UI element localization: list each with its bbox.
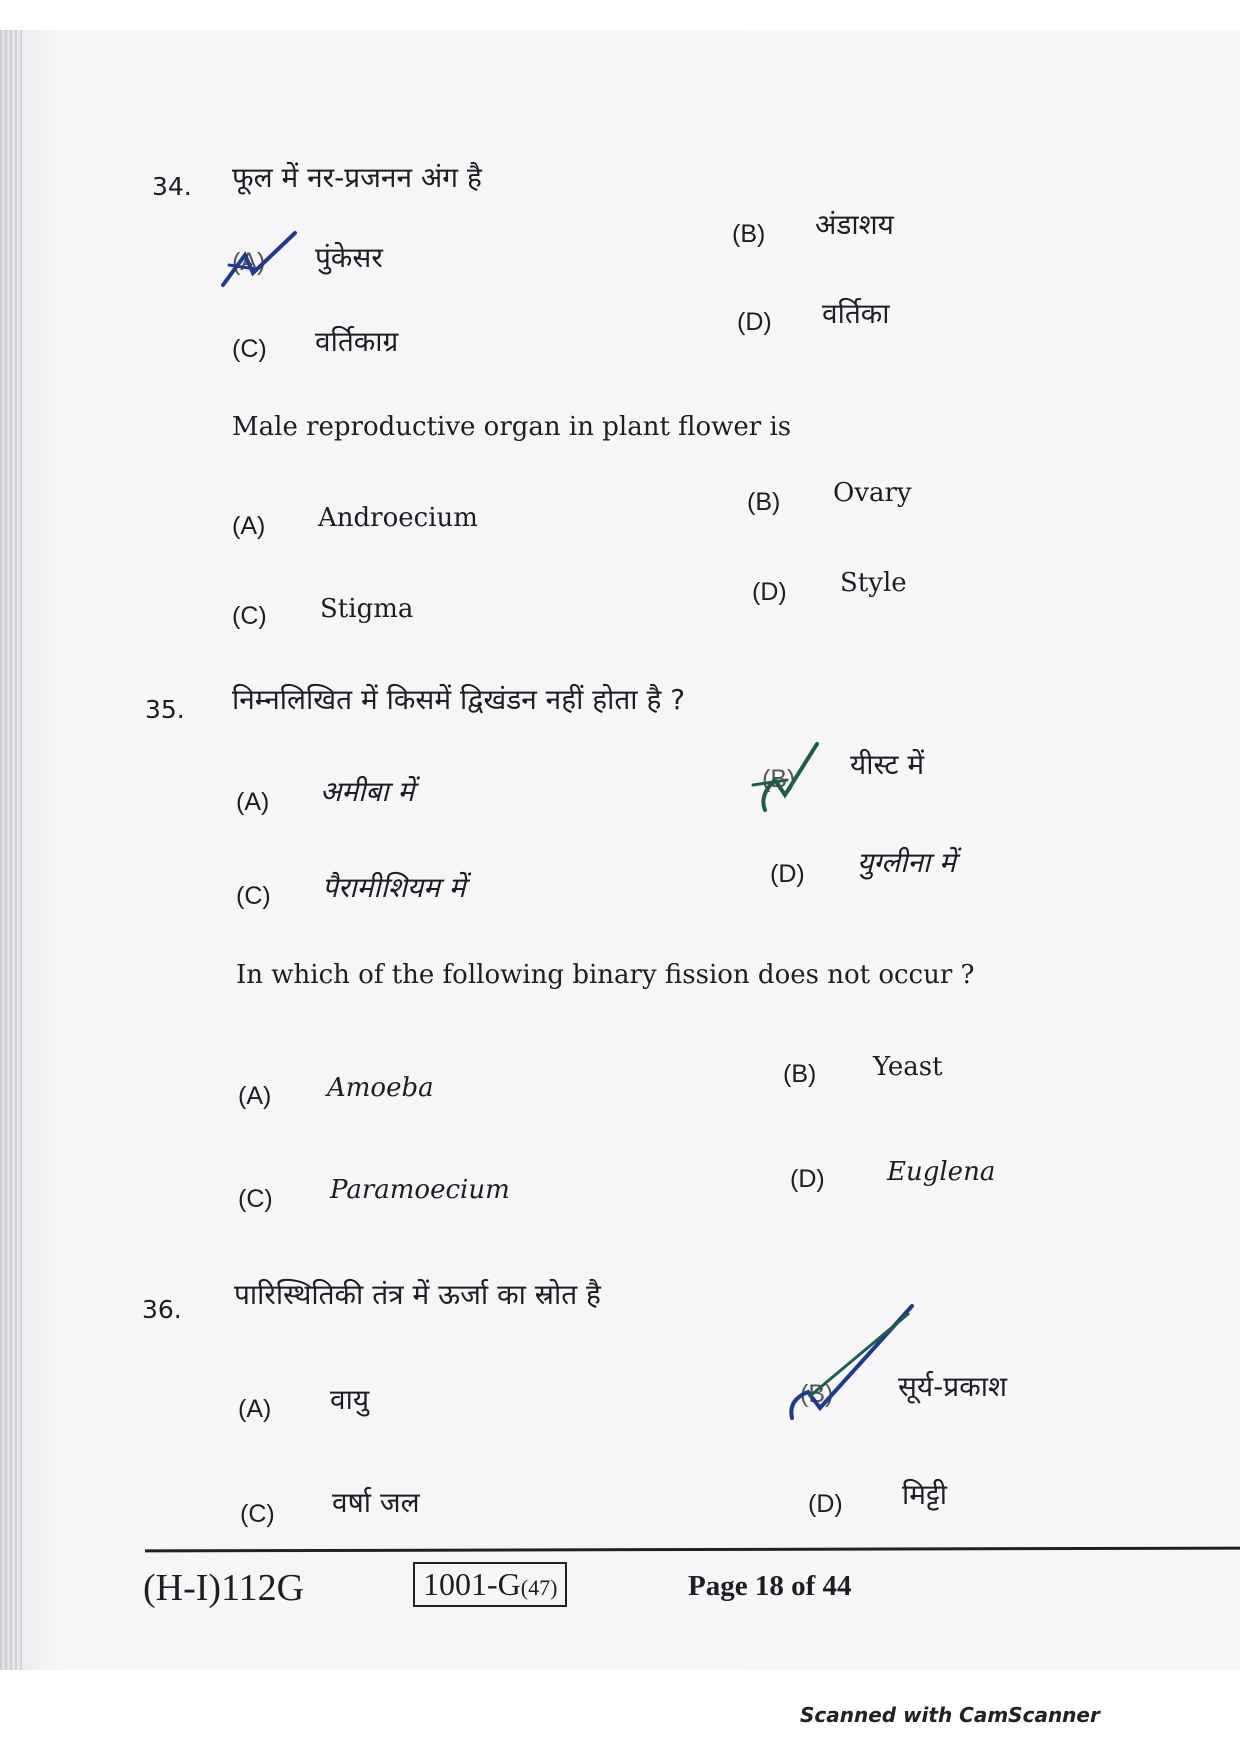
- paper-sheet: [0, 30, 1240, 1670]
- option-text: पुंकेसर: [315, 241, 383, 274]
- option-text: यीस्ट में: [850, 748, 925, 781]
- pen-tick-mark: [745, 740, 825, 815]
- option-label: (C): [232, 602, 267, 630]
- option-label: (B): [800, 1380, 834, 1408]
- option-text: सूर्य-प्रकाश: [898, 1370, 1007, 1403]
- option-text: युग्लीना में: [857, 846, 956, 879]
- option-label: (D): [808, 1490, 843, 1518]
- option-text: Euglena: [887, 1157, 996, 1187]
- question-text-hindi: पारिस्थितिकी तंत्र में ऊर्जा का स्रोत है: [234, 1278, 601, 1311]
- option-text: वर्षा जल: [332, 1486, 420, 1519]
- option-label: (D): [790, 1165, 825, 1193]
- option-label: (D): [770, 860, 805, 888]
- option-text: Paramoecium: [330, 1175, 510, 1205]
- option-label: (A): [238, 1395, 272, 1423]
- option-label: (B): [762, 765, 796, 793]
- option-label: (C): [238, 1185, 273, 1213]
- option-label: (A): [238, 1082, 272, 1110]
- option-text: वर्तिका: [822, 297, 890, 330]
- option-text: मिट्टी: [902, 1478, 947, 1511]
- scanner-watermark: Scanned with CamScanner: [800, 1703, 1100, 1727]
- option-label: (B): [732, 220, 766, 248]
- option-text: Androecium: [318, 503, 478, 533]
- option-label: (B): [783, 1060, 817, 1088]
- paper-edge: [0, 30, 22, 1670]
- question-text-english: Male reproductive organ in plant flower is: [232, 412, 792, 442]
- page-number: Page 18 of 44: [688, 1570, 852, 1602]
- question-text-english: In which of the following binary fission does not occur ?: [236, 960, 975, 990]
- option-text: वायु: [330, 1383, 370, 1416]
- question-number: 35.: [145, 695, 185, 724]
- option-text: Style: [840, 568, 907, 598]
- option-text: अमीबा में: [320, 775, 415, 808]
- booklet-code: 1001-G: [423, 1566, 521, 1602]
- pen-tick-mark: [780, 1300, 920, 1430]
- option-label: (A): [236, 788, 270, 816]
- option-text: अंडाशय: [815, 208, 894, 241]
- option-text: पैरामीशियम में: [322, 871, 466, 904]
- question-text-hindi: निम्नलिखित में किसमें द्विखंडन नहीं होता है ?: [232, 683, 686, 716]
- option-label: (C): [236, 882, 271, 910]
- booklet-code-box: [413, 1562, 567, 1607]
- option-text: वर्तिकाग्र: [315, 325, 399, 358]
- question-number: 36.: [142, 1295, 182, 1324]
- question-number: 34.: [152, 172, 192, 201]
- option-text: Ovary: [833, 478, 912, 508]
- paper-code: (H-I)112G: [143, 1567, 305, 1609]
- booklet-code-suffix: (47): [520, 1575, 558, 1600]
- option-label: (D): [737, 308, 772, 336]
- option-text: Stigma: [320, 594, 414, 624]
- option-label: (A): [232, 248, 266, 276]
- option-text: Yeast: [873, 1052, 943, 1082]
- option-label: (C): [240, 1500, 275, 1528]
- option-label: (C): [232, 335, 267, 363]
- option-label: (A): [232, 512, 266, 540]
- option-label: (B): [747, 488, 781, 516]
- option-text: Amoeba: [327, 1073, 434, 1103]
- option-label: (D): [752, 578, 787, 606]
- pen-tick-mark: [215, 225, 305, 295]
- question-text-hindi: फूल में नर-प्रजनन अंग है: [232, 161, 482, 194]
